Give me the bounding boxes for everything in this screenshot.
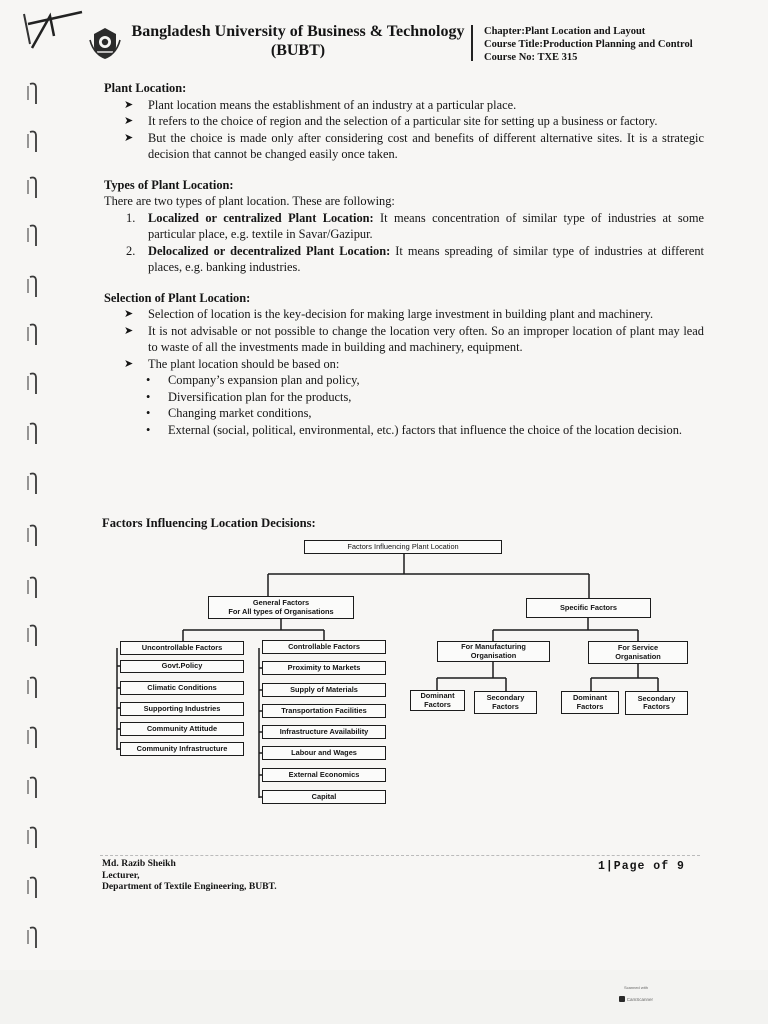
binder-hole-mark <box>24 676 44 700</box>
binder-hole-mark <box>24 524 44 548</box>
list-item <box>104 130 704 163</box>
list-item <box>104 306 704 323</box>
factor-node: Capital <box>262 790 386 804</box>
list-item-text: But the choice is made only after considering cost and benefits of different alternative sites. It is a strategic decision that cannot be changed easily once taken. <box>148 130 704 161</box>
node-label: Secondary <box>486 693 525 702</box>
node-sublabel: Factors <box>424 699 451 709</box>
type-description: It means concentration of similar type of industries at some particular place, e.g. textile in Savar/Gazipur. <box>148 210 704 241</box>
author-name: Md. Razib Sheikh <box>102 858 176 869</box>
list-item <box>104 323 704 356</box>
arrow-bullet-icon: ➤ <box>124 115 134 127</box>
general-factors-node <box>208 596 354 619</box>
list-item-text: It refers to the choice of region and the selection of a particular site for setting up a business or factory. <box>148 114 658 128</box>
section-intro: There are two types of plant location. These are following: <box>104 194 395 208</box>
binder-hole-mark <box>24 176 44 200</box>
factor-node: Supporting Industries <box>120 702 244 716</box>
document-body <box>104 80 704 438</box>
pen-scribble-mark <box>20 6 90 52</box>
plant-location-types <box>104 210 704 276</box>
node-sublabel: Organisation <box>615 651 661 661</box>
factor-node: Labour and Wages <box>262 746 386 760</box>
section-heading: Plant Location: <box>104 81 187 95</box>
node-label: For Service <box>617 643 659 652</box>
list-item-text: It is not advisable or not possible to change the location very often. So an improper location of plant may lead to waste of all the investments made in building and machinery, equipment. <box>148 323 704 354</box>
list-item <box>104 372 704 389</box>
binder-hole-mark <box>24 372 44 396</box>
binder-hole-mark <box>24 876 44 900</box>
mfg-dominant-factors-node <box>410 690 465 711</box>
section-heading: Types of Plant Location: <box>104 177 234 192</box>
svc-dominant-factors-node <box>561 691 619 714</box>
binder-hole-mark <box>24 826 44 850</box>
binder-hole-mark <box>24 576 44 600</box>
author-department: Department of Textile Engineering, BUBT. <box>102 881 277 892</box>
course-title-label: Course Title:Production Planning and Control <box>484 39 693 50</box>
binder-hole-mark <box>24 926 44 950</box>
binder-hole-mark <box>24 776 44 800</box>
node-label: Dominant <box>420 691 455 700</box>
list-item <box>104 356 704 373</box>
camscanner-logo-icon <box>619 996 625 1002</box>
binder-hole-mark <box>24 275 44 299</box>
binder-hole-mark <box>24 224 44 248</box>
list-item-text: Selection of location is the key-decision for making large investment in building plant and machinery. <box>148 307 654 321</box>
list-item-text: Diversification plan for the products, <box>168 389 352 404</box>
bullet-icon: • <box>146 389 151 404</box>
factor-node: Transportation Facilities <box>262 704 386 718</box>
item-number: 1. <box>126 210 136 225</box>
university-logo <box>88 26 122 60</box>
arrow-bullet-icon: ➤ <box>124 308 134 320</box>
author-designation: Lecturer, <box>102 869 140 881</box>
binder-hole-mark <box>24 323 44 347</box>
factor-node: Community Infrastructure <box>120 742 244 756</box>
node-sublabel: Factors <box>576 701 604 711</box>
factor-node: External Economics <box>262 768 386 782</box>
list-item-text: The plant location should be based on: <box>148 356 340 371</box>
node-sublabel: Factors <box>492 701 519 711</box>
list-item <box>104 422 704 439</box>
factors-heading: Factors Influencing Location Decisions: <box>102 516 316 530</box>
binder-hole-mark <box>24 624 44 648</box>
list-item <box>104 210 704 243</box>
selection-points <box>104 306 704 372</box>
page-number: 1|Page of 9 <box>598 860 685 873</box>
arrow-bullet-icon: ➤ <box>124 324 134 337</box>
factor-node: Climatic Conditions <box>120 681 244 695</box>
list-item-text: Plant location means the establishment of an industry at a particular place. <box>148 97 517 112</box>
service-organisation-node <box>588 641 688 664</box>
node-sublabel: For All types of Organisations <box>228 606 334 616</box>
bullet-icon: • <box>146 422 151 437</box>
basis-bullets <box>104 372 704 438</box>
course-info <box>484 25 693 64</box>
bullet-icon: • <box>146 373 151 387</box>
factor-node: Community Attitude <box>120 722 244 736</box>
section-heading: Selection of Plant Location: <box>104 290 251 305</box>
type-term: Delocalized or decentralized Plant Location: <box>148 243 391 258</box>
arrow-bullet-icon: ➤ <box>124 357 134 370</box>
course-number-label: Course No: TXE 315 <box>484 52 578 63</box>
node-label: Dominant <box>572 693 608 702</box>
uncontrollable-factors-node: Uncontrollable Factors <box>120 641 244 655</box>
list-item <box>104 243 704 276</box>
scanner-caption: Scanned with <box>623 985 648 990</box>
arrow-bullet-icon: ➤ <box>124 131 134 144</box>
list-item-text: Changing market conditions, <box>168 406 312 420</box>
type-term: Localized or centralized Plant Location: <box>148 210 374 225</box>
item-number: 2. <box>126 243 136 258</box>
arrow-bullet-icon: ➤ <box>124 98 134 111</box>
diagram-root-node: Factors Influencing Plant Location <box>304 540 502 554</box>
header-divider <box>471 25 473 61</box>
node-sublabel: Organisation <box>470 650 517 660</box>
list-item <box>104 405 704 422</box>
factor-node: Proximity to Markets <box>262 661 386 675</box>
university-abbreviation: (BUBT) <box>270 42 326 59</box>
manufacturing-organisation-node <box>437 641 550 662</box>
binder-hole-mark <box>24 130 44 154</box>
bullet-icon: • <box>146 406 151 420</box>
mfg-secondary-factors-node <box>474 691 537 714</box>
node-label: Secondary <box>637 693 676 703</box>
university-name: Bangladesh University of Business & Technology <box>131 23 465 40</box>
list-item-text: External (social, political, environmental, etc.) factors that influence the choice of the location decision. <box>168 422 683 437</box>
factor-node: Govt.Policy <box>120 660 244 673</box>
type-description: It means spreading of similar type of industries at different places, e.g. banking industries. <box>148 243 704 274</box>
controllable-factors-node: Controllable Factors <box>262 640 386 654</box>
list-item <box>104 389 704 406</box>
footer-author-block <box>102 858 277 893</box>
node-label: General Factors <box>252 598 310 607</box>
svc-secondary-factors-node <box>625 691 688 715</box>
list-item <box>104 113 704 130</box>
factor-node: Supply of Materials <box>262 683 386 697</box>
list-item <box>104 97 704 114</box>
specific-factors-node: Specific Factors <box>526 598 651 618</box>
binder-hole-mark <box>24 726 44 750</box>
footer-divider <box>100 855 700 856</box>
binder-hole-mark <box>24 472 44 496</box>
factor-node: Infrastructure Availability <box>262 725 386 739</box>
list-item-text: Company’s expansion plan and policy, <box>168 373 360 387</box>
scanner-brand: CamScanner <box>626 996 653 1002</box>
binder-hole-mark <box>24 422 44 446</box>
chapter-label: Chapter:Plant Location and Layout <box>484 26 646 37</box>
plant-location-points <box>104 97 704 163</box>
node-sublabel: Factors <box>643 702 670 711</box>
scanner-watermark <box>619 985 653 1015</box>
binder-hole-mark <box>24 82 44 106</box>
node-label: For Manufacturing <box>461 642 526 651</box>
